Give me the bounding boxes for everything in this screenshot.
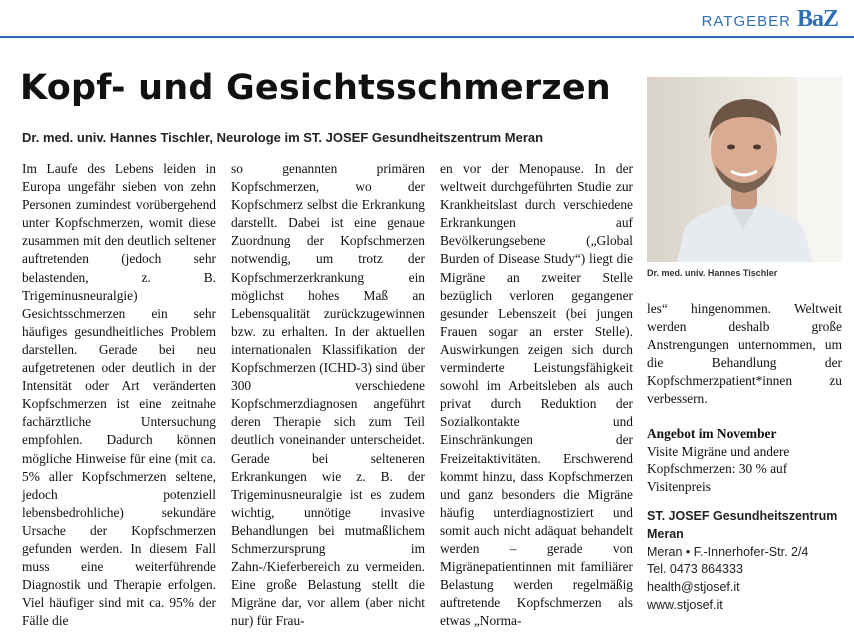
article-title: Kopf- und Gesichtsschmerzen xyxy=(20,68,611,108)
column-text: so genannten primären Kopfschmerzen, wo der Kopfschmerz selbst die Erkrankung darstellt. Dabei ist eine genaue Zuordnung der Kopfschmerzen notwendig, um trotz der Kopfschmerzerkrankung ein möglichst hohes Maß an Lebensqualität zurückzugewinnen bzw. zu erhalten. In der aktuellen internationalen Klassifikation der Kopfschmerzen (ICHD-3) sind über 300 verschiedene Kopfschmerzdiagnosen angeführt deren Therapie sich zum Teil deutlich voneinander unterscheidet. Gerade bei selteneren Erkrankungen wie z. B. der Trigeminusneuralgie ist es zudem wichtig, unnötige invasive Behandlungen bei mutmaßlichem Schmerzursprung im Zahn-/Kieferbereich zu vermeiden. Eine große Belastung stellt die Migräne dar, vor allem (aber nicht nur) für Frau- xyxy=(231,161,425,629)
photo-caption: Dr. med. univ. Hannes Tischler xyxy=(647,268,778,278)
article-column-1 xyxy=(22,160,216,630)
contact-website[interactable]: www.stjosef.it xyxy=(647,597,723,612)
article-column-3 xyxy=(440,160,633,630)
contact-address: Meran • F.-Innerhofer-Str. 2/4 xyxy=(647,544,809,559)
offer-box xyxy=(647,425,845,495)
contact-email[interactable]: health@stjosef.it xyxy=(647,580,740,595)
section-label: RATGEBER xyxy=(701,13,791,30)
header-rule xyxy=(0,36,854,38)
baz-logo: BaZ xyxy=(796,6,838,32)
offer-text: Visite Migräne und andere Kopfschmerzen: 30 % auf Visitenpreis xyxy=(647,443,790,494)
publication-brand xyxy=(702,6,838,33)
article-column-2 xyxy=(231,160,425,630)
column-text: les“ hingenommen. Weltweit werden deshalb große Anstrengungen unternommen, um die Behandlung der Kopfschmerzpatient*innen zu verbessern. xyxy=(647,301,842,407)
offer-heading: Angebot im November xyxy=(647,426,777,441)
article-author: Dr. med. univ. Hannes Tischler, Neurologe im ST. JOSEF Gesundheitszentrum Meran xyxy=(22,130,544,145)
author-photo xyxy=(647,77,842,262)
article-column-4 xyxy=(647,300,842,409)
contact-name: ST. JOSEF Gesundheitszentrum Meran xyxy=(647,509,838,541)
column-text: Im Laufe des Lebens leiden in Europa ungefähr sieben von zehn Personen zumindest vorübergehend unter Kopfschmerzen, womit diese zusammen mit den deutlich seltener auftretenden (jedoch sehr belastenden, z. B. Trigeminusneuralgie) Gesichtsschmerzen ein sehr häufiges gesundheitliches Problem darstellen. Gerade bei neu aufgetretenen oder deutlich in der Intensität oder Art veränderten Kopfschmerzen ist eine zeitnahe fachärztliche Untersuchung empfohlen. Dadurch können mögliche Hinweise für eine (mit ca. 5% aller Kopfschmerzen seltene, jedoch potenziell lebensbedrohliche) sekundäre Ursache der Kopfschmerzen gefunden werden. In diesem Fall muss eine weiterführende Diagnostik und Therapie erfolgen. Viel häufiger sind mit ca. 95% der Fälle die xyxy=(22,161,216,629)
contact-phone: Tel. 0473 864333 xyxy=(647,562,743,577)
author-portrait-image xyxy=(647,77,842,262)
column-text: en vor der Menopause. In der weltweit durchgeführten Studie zur Krankheitslast durch verschiedene Erkrankungen auf Bevölkerungsebene („Global Burden of Disease Study“) liegt die Migräne an zweiter Stelle bezüglich verloren gegangener gesunder Lebenszeit (bei jungen Frauen sogar an erster Stelle). Auswirkungen zeigen sich durch verminderte Leistungsfähigkeit sowohl im Arbeitsleben als auch privat durch Reduktion der Sozialkontakte und Einschränkungen der Freizeitaktivitäten. Erschwerend kommt hinzu, dass Kopfschmerzen und ganz besonders die Migräne häufig unterdiagnostiziert und somit auch nicht adäquat behandelt werden – gerade von Migränepatientinnen mit familiärer Belastung werden regelmäßig auftretende Kopfschmerzen als etwas „Norma- xyxy=(440,161,633,629)
contact-block xyxy=(647,508,845,615)
